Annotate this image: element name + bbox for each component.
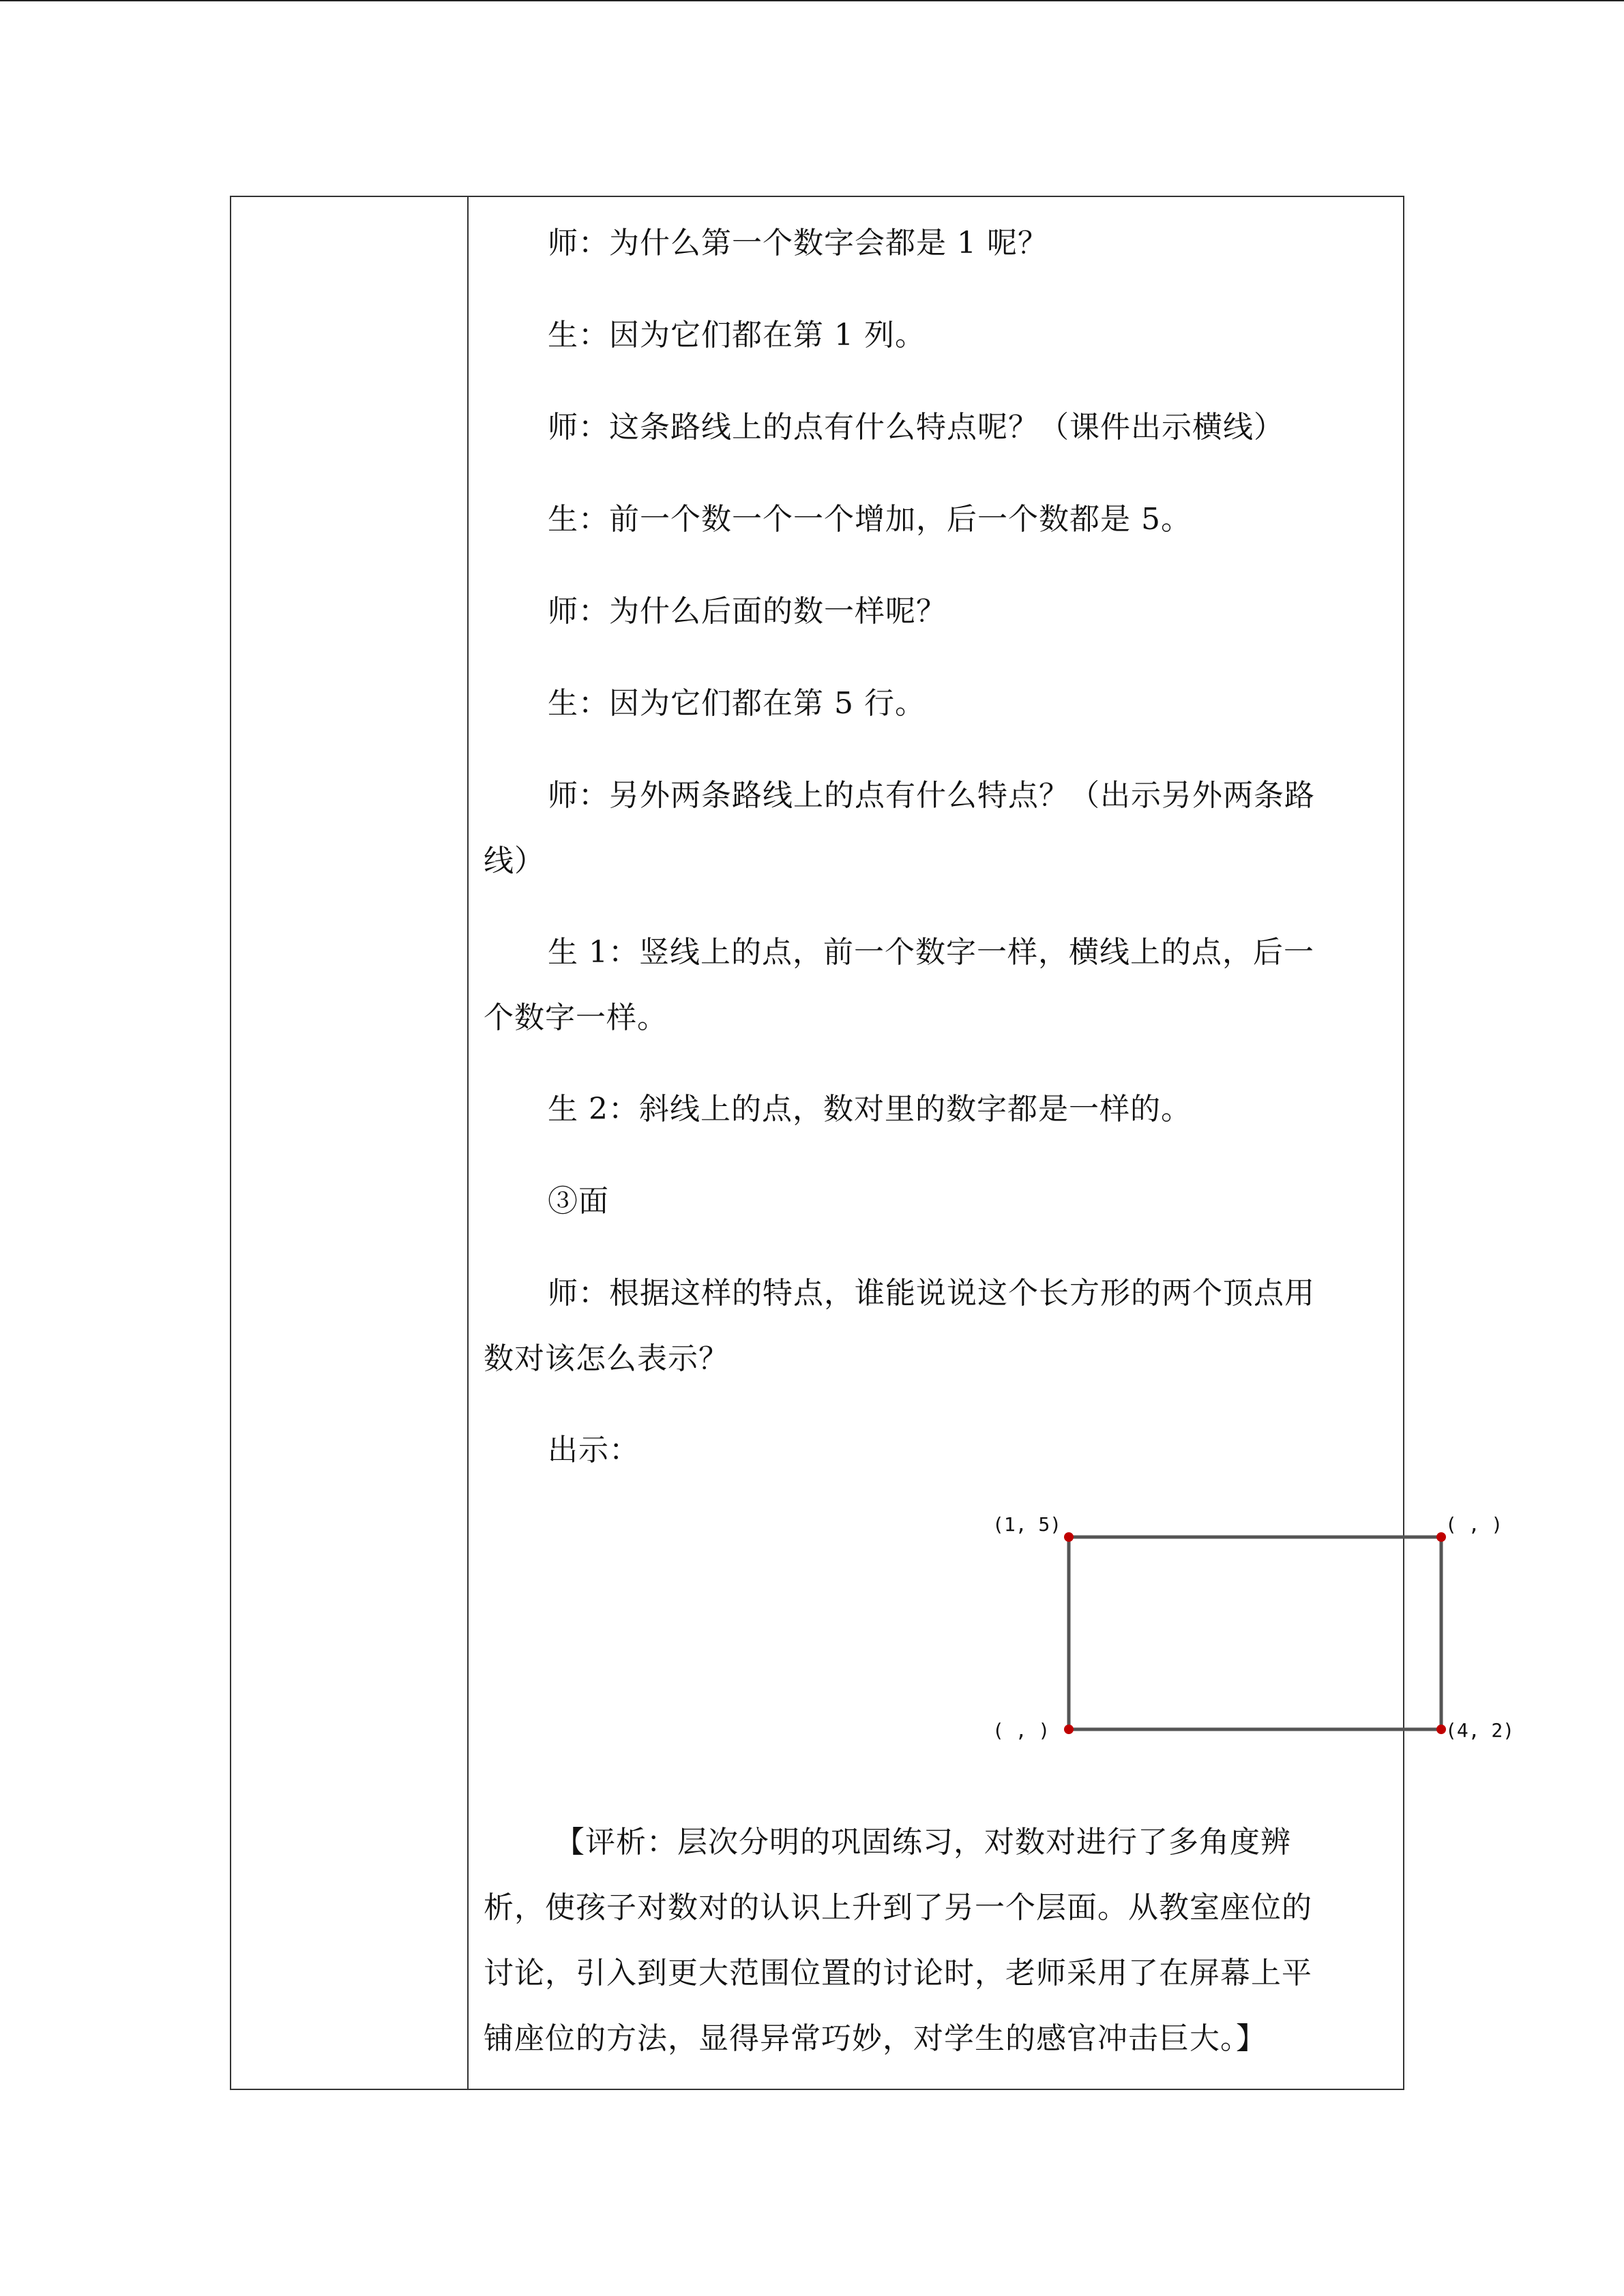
dialogue-text: 师：根据这样的特点，谁能说说这个长方形的两个顶点用 [548,1276,1315,1311]
commentary-text: 析，使孩子对数对的认识上升到了另一个层面。从教室座位的 [484,1890,1312,1925]
dialogue-text: 师：为什么第一个数字会都是 1 呢？ [548,226,1048,260]
lesson-table [230,196,1515,2090]
vertex-bottom-right [1436,1725,1446,1734]
page-top-border [0,0,1624,1]
dialogue-text: 师：这条路线上的点有什么特点呢？（课件出示横线） [548,410,1284,445]
dialogue-text: 出示： [548,1433,640,1467]
rectangle-figure [469,197,1515,2090]
dialogue-text: 个数字一样。 [484,1000,668,1035]
dialogue-text: 生：因为它们都在第 1 列。 [548,318,926,353]
vertex-top-right [1436,1532,1446,1542]
commentary-block [484,1810,1398,2072]
dialogue-text: 师：为什么后面的数一样呢？ [548,594,947,629]
vertex-bottom-left [1064,1725,1074,1734]
dialogue-text: 线） [484,844,545,878]
label-bottom-right: (4, 2) [1445,1719,1515,1742]
dialogue-text: 生：前一个数一个一个增加，后一个数都是 5。 [548,502,1192,537]
label-top-right: ( , ) [1445,1513,1503,1536]
dialogue-text: 生 1：竖线上的点，前一个数字一样，横线上的点，后一 [548,935,1314,970]
commentary-text: 讨论，引入到更大范围位置的讨论时，老师采用了在屏幕上平 [484,1956,1312,1991]
dialogue-text: 师：另外两条路线上的点有什么特点？（出示另外两条路 [548,778,1315,813]
dialogue-text: 数对该怎么表示？ [484,1341,729,1376]
table-left-cell [231,197,469,2089]
vertex-top-left [1064,1532,1074,1542]
table-right-cell [469,197,1515,2089]
dialogue-text: ③面 [548,1184,609,1219]
commentary-text: 【评析：层次分明的巩固练习，对数对进行了多角度辨 [555,1825,1291,1860]
commentary-text: 铺座位的方法，显得异常巧妙，对学生的感官冲击巨大。】 [484,2021,1267,2056]
dialogue-text: 生：因为它们都在第 5 行。 [548,686,926,721]
label-bottom-left: ( , ) [992,1719,1050,1742]
dialogue-text: 生 2：斜线上的点，数对里的数字都是一样的。 [548,1092,1192,1127]
label-top-left: (1, 5) [992,1513,1062,1536]
rectangle-outline [1069,1537,1441,1729]
